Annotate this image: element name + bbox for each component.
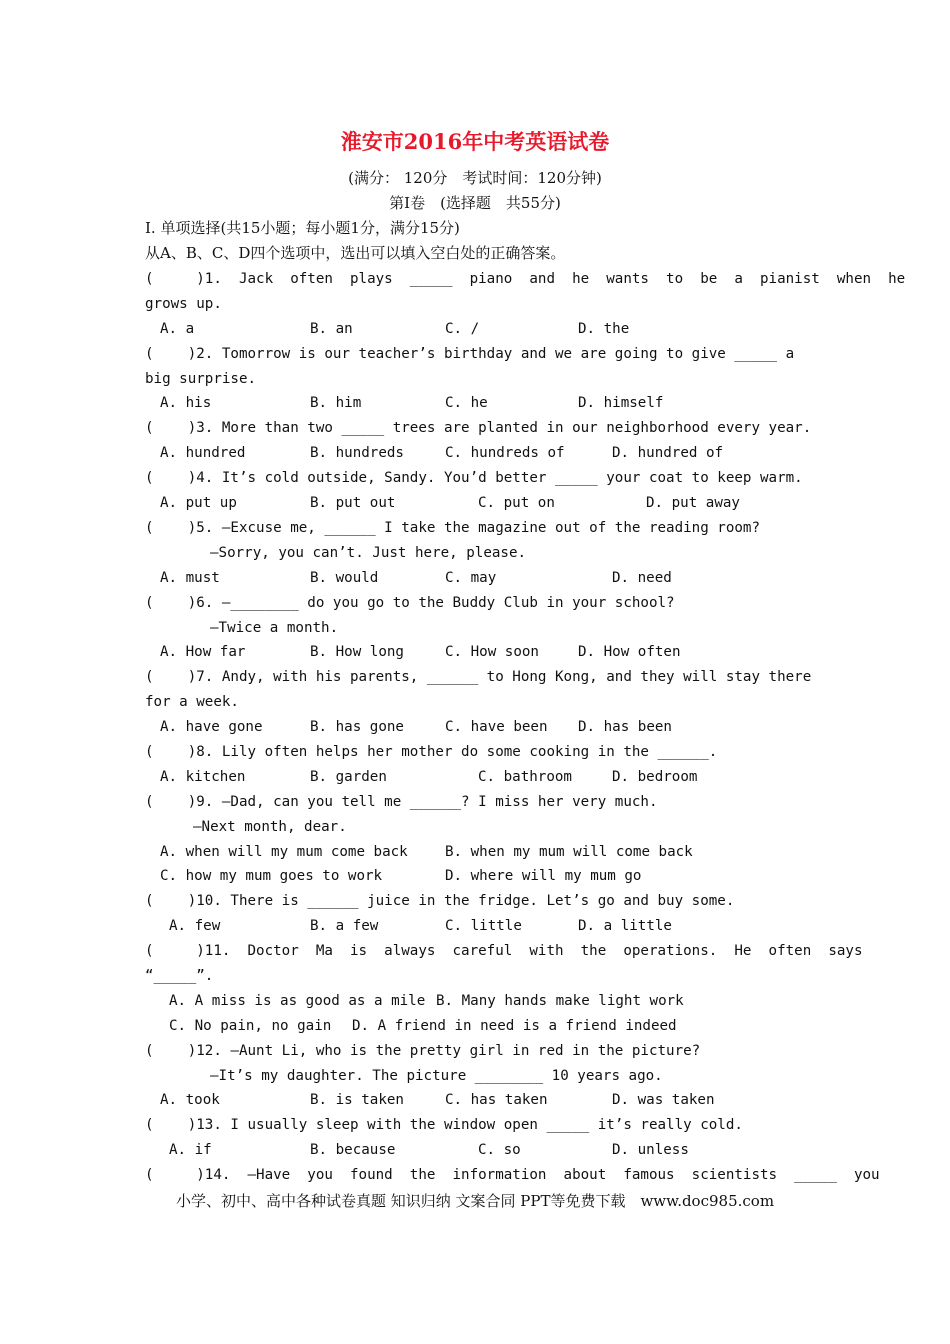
question-line: A. kitchen <box>160 769 246 785</box>
question-line: B. Many hands make light work <box>436 993 684 1009</box>
question-line: A. a <box>160 321 195 337</box>
question-line: B. a few <box>310 918 379 934</box>
question-line: A. his <box>160 395 212 411</box>
question-line: D. bedroom <box>612 769 698 785</box>
question-line: C. has taken <box>445 1092 548 1108</box>
question-line: D. unless <box>612 1142 689 1158</box>
question-line: A. hundred <box>160 445 246 461</box>
question-line: D. a little <box>578 918 672 934</box>
question-line: big surprise. <box>145 371 257 387</box>
question-line: D. A friend in need is a friend indeed <box>352 1018 677 1034</box>
question-line: C. may <box>445 570 497 586</box>
question-line: B. put out <box>310 495 396 511</box>
question-line: —Next month, dear. <box>193 819 347 835</box>
question-line: D. where will my mum go <box>445 868 642 884</box>
exam-title: 淮安市2016年中考英语试卷 <box>340 129 610 154</box>
question-line: B. because <box>310 1142 396 1158</box>
question-line: ( )1. Jack often plays _____ piano and he wants to be a pianist when he <box>145 271 906 287</box>
question-line: ( )10. There is ______ juice in the fridge. Let’s go and buy some. <box>145 893 735 909</box>
question-line: D. need <box>612 570 672 586</box>
question-line: B. is taken <box>310 1092 404 1108</box>
question-line: ( )7. Andy, with his parents, ______ to Hong Kong, and they will stay there <box>145 669 812 685</box>
question-line: grows up. <box>145 296 222 312</box>
question-line: —It’s my daughter. The picture ________ 10 years ago. <box>210 1068 663 1084</box>
question-line: A. A miss is as good as a mile <box>169 993 426 1009</box>
question-line: —Twice a month. <box>210 620 339 636</box>
question-line: B. would <box>310 570 379 586</box>
question-line: ( )6. —________ do you go to the Buddy Club in your school? <box>145 595 675 611</box>
question-line: A. have gone <box>160 719 263 735</box>
question-line: B. garden <box>310 769 387 785</box>
question-line: C. so <box>478 1142 521 1158</box>
question-line: D. has been <box>578 719 672 735</box>
question-line: D. How often <box>578 644 681 660</box>
question-line: C. how my mum goes to work <box>160 868 383 884</box>
question-line: C. hundreds of <box>445 445 565 461</box>
question-line: ( )13. I usually sleep with the window open _____ it’s really cold. <box>145 1117 743 1133</box>
question-line: ( )11. Doctor Ma is always careful with the operations. He often says <box>145 943 863 959</box>
question-line: D. was taken <box>612 1092 715 1108</box>
question-line: for a week. <box>145 694 239 710</box>
footer-ad: 小学、初中、高中各种试卷真题 知识归纳 文案合同 PPT等免费下载 www.doc985.com <box>175 1192 775 1210</box>
question-line: C. bathroom <box>478 769 572 785</box>
question-line: B. How long <box>310 644 404 660</box>
question-line: C. No pain, no gain <box>169 1018 332 1034</box>
question-line: ( )5. —Excuse me, ______ I take the magazine out of the reading room? <box>145 520 760 536</box>
question-line: ( )4. It’s cold outside, Sandy. You’d better _____ your coat to keep warm. <box>145 470 803 486</box>
question-line: ( )12. —Aunt Li, who is the pretty girl in red in the picture? <box>145 1043 701 1059</box>
question-line: D. hundred of <box>612 445 724 461</box>
question-line: ( )8. Lily often helps her mother do some cooking in the ______. <box>145 744 718 760</box>
score-time-line: (满分： 120分 考试时间：120分钟) <box>348 169 602 187</box>
question-line: C. How soon <box>445 644 539 660</box>
question-line: B. him <box>310 395 362 411</box>
question-line: B. an <box>310 321 353 337</box>
question-line: “_____”. <box>145 968 214 984</box>
question-line: B. hundreds <box>310 445 404 461</box>
question-line: A. if <box>169 1142 212 1158</box>
question-line: A. when will my mum come back <box>160 844 408 860</box>
section-heading: Ⅰ. 单项选择(共15小题；每小题1分，满分15分) <box>145 219 460 237</box>
question-line: D. himself <box>578 395 664 411</box>
question-line: A. few <box>169 918 221 934</box>
question-line: A. How far <box>160 644 246 660</box>
question-line: D. the <box>578 321 630 337</box>
question-line: —Sorry, you can’t. Just here, please. <box>210 545 527 561</box>
question-line: C. he <box>445 395 488 411</box>
question-line: A. took <box>160 1092 220 1108</box>
question-line: ( )3. More than two _____ trees are planted in our neighborhood every year. <box>145 420 812 436</box>
question-line: B. has gone <box>310 719 404 735</box>
question-line: C. put on <box>478 495 555 511</box>
question-line: ( )9. —Dad, can you tell me ______? I miss her very much. <box>145 794 658 810</box>
part-heading: 第Ⅰ卷 (选择题 共55分) <box>389 194 561 212</box>
question-line: ( )2. Tomorrow is our teacher’s birthday and we are going to give _____ a <box>145 346 795 362</box>
question-line: C. / <box>445 321 480 337</box>
question-line: ( )14. —Have you found the information about famous scientists _____ you <box>145 1167 880 1183</box>
question-line: C. little <box>445 918 522 934</box>
question-line: A. must <box>160 570 220 586</box>
question-line: A. put up <box>160 495 237 511</box>
question-line: D. put away <box>646 495 740 511</box>
section-instruction: 从A、B、C、D四个选项中，选出可以填入空白处的正确答案。 <box>145 244 566 262</box>
question-line: C. have been <box>445 719 548 735</box>
question-line: B. when my mum will come back <box>445 844 693 860</box>
